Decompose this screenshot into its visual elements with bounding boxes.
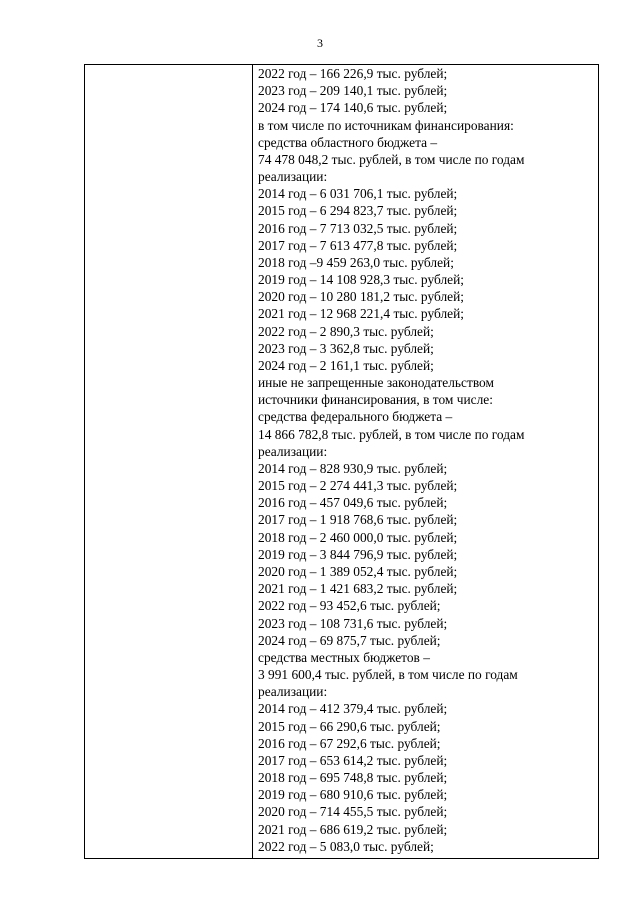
text-line: 2021 год – 686 619,2 тыс. рублей; [258,821,448,837]
text-line: 2017 год – 7 613 477,8 тыс. рублей; [258,237,458,253]
text-line: 2019 год – 14 108 928,3 тыс. рублей; [258,272,464,288]
text-line: 2024 год – 174 140,6 тыс. рублей; [258,100,448,116]
text-line: 2015 год – 66 290,6 тыс. рублей; [258,718,441,734]
text-line: 3 991 600,4 тыс. рублей, в том числе по годам [258,667,518,683]
text-line: 2019 год – 3 844 796,9 тыс. рублей; [258,546,458,562]
funding-table [84,64,599,859]
text-line: 2017 год – 653 614,2 тыс. рублей; [258,752,448,768]
text-line: 2022 год – 5 083,0 тыс. рублей; [258,838,434,854]
text-line: 74 478 048,2 тыс. рублей, в том числе по годам [258,151,525,167]
text-line: средства областного бюджета – [258,134,438,150]
text-line: 2019 год – 680 910,6 тыс. рублей; [258,787,448,803]
text-line: 2023 год – 108 731,6 тыс. рублей; [258,615,448,631]
text-line: 2021 год – 1 421 683,2 тыс. рублей; [258,581,458,597]
text-line: 2018 год – 695 748,8 тыс. рублей; [258,770,448,786]
text-line: средства местных бюджетов – [258,649,430,665]
text-line: 2016 год – 7 713 032,5 тыс. рублей; [258,220,458,236]
text-line: 2015 год – 6 294 823,7 тыс. рублей; [258,203,458,219]
text-line: 2022 год – 93 452,6 тыс. рублей; [258,598,441,614]
text-line: источники финансирования, в том числе: [258,392,493,408]
text-line: 2014 год – 6 031 706,1 тыс. рублей; [258,186,458,202]
table-left-cell [85,65,253,858]
text-line: 2024 год – 2 161,1 тыс. рублей; [258,357,434,373]
text-line: реализации: [258,169,328,185]
text-line: 2017 год – 1 918 768,6 тыс. рублей; [258,512,458,528]
text-line: средства федерального бюджета – [258,409,453,425]
text-line: иные не запрещенные законодательством [258,375,494,391]
text-line: 2024 год – 69 875,7 тыс. рублей; [258,632,441,648]
text-line: 2021 год – 12 968 221,4 тыс. рублей; [258,306,464,322]
text-line: 2020 год – 1 389 052,4 тыс. рублей; [258,563,458,579]
text-line: в том числе по источникам финансирования: [258,117,514,133]
text-line: 2023 год – 3 362,8 тыс. рублей; [258,340,434,356]
text-line: реализации: [258,443,328,459]
text-line: 2023 год – 209 140,1 тыс. рублей; [258,83,448,99]
text-line: 2020 год – 10 280 181,2 тыс. рублей; [258,289,464,305]
text-line: 2014 год – 828 930,9 тыс. рублей; [258,460,448,476]
text-line: 2016 год – 67 292,6 тыс. рублей; [258,735,441,751]
text-line: 2018 год –9 459 263,0 тыс. рублей; [258,254,454,270]
table-right-cell [253,65,598,858]
text-line: 2022 год – 2 890,3 тыс. рублей; [258,323,434,339]
text-line: 2015 год – 2 274 441,3 тыс. рублей; [258,478,458,494]
page-number: 3 [317,36,323,50]
text-line: 2016 год – 457 049,6 тыс. рублей; [258,495,448,511]
text-line: 2022 год – 166 226,9 тыс. рублей; [258,66,448,81]
text-line: 14 866 782,8 тыс. рублей, в том числе по годам [258,426,525,442]
text-line: 2020 год – 714 455,5 тыс. рублей; [258,804,448,820]
text-line: 2018 год – 2 460 000,0 тыс. рублей; [258,529,458,545]
text-line: 2014 год – 412 379,4 тыс. рублей; [258,701,448,717]
text-line: реализации: [258,684,328,700]
